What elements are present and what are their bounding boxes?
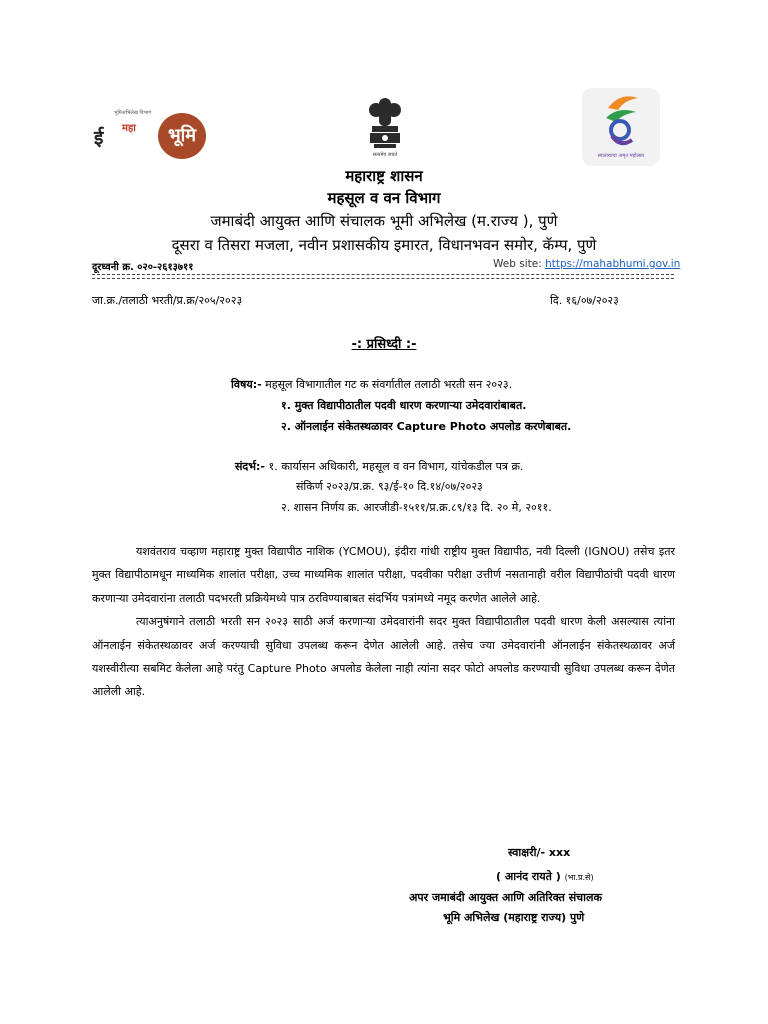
body-paragraph-2: त्याअनुषंगाने तलाठी भरती सन २०२३ साठी अर्ज करणाऱ्या उमेदवारांनी सदर मुक्त विद्यापीठातील पदवी धारण केली असल्यास त्यांना ऑनलाईन संकेतस्थळावर अर्ज करण्याची सुविधा उपलब्ध करून देणेत आलेली आहे. तसेच ज्या उमेदवारांनी ऑनलाईन संकेतस्थळावर अर्ज यशस्वीरीत्या सबमिट केलेला आहे परंतु Capture Photo अपलोड केलेला नाही त्यांना सदर फोटो अपलोड करण्याची सुविधा उपलब्ध करून देणेत आलेली आहे. xyxy=(92,615,675,699)
signatory-service: (भा.प्र.से) xyxy=(564,873,594,882)
emblem-caption: सत्यमेव जयते xyxy=(372,152,398,158)
signatory-name-line xyxy=(496,869,594,884)
logo-motto: स्वातंत्र्याचा अमृत महोत्सव xyxy=(597,153,645,159)
notice-body xyxy=(92,540,675,704)
reference-1-line-2: संकिर्ण २०२३/प्र.क्र. ९३/ई-१० दि.१४/०७/२०२३ xyxy=(296,480,483,493)
logo-prefix: ई xyxy=(94,127,104,149)
office-name: जमाबंदी आयुक्त आणि संचालक भूमी अभिलेख (म.राज्य ), पुणे xyxy=(210,212,558,230)
subject-point-1: १. मुक्त विद्यापीठातील पदवी धारण करणाऱ्या उमेदवारांबाबत. xyxy=(281,399,527,412)
government-name: महाराष्ट्र शासन xyxy=(345,167,423,185)
reference-2: २. शासन निर्णय क्र. आरजीडी-१५११/प्र.क्र.८९/१३ दि. २० मे, २०११. xyxy=(281,501,552,514)
header-divider xyxy=(92,274,674,275)
department-name: महसूल व वन विभाग xyxy=(327,189,441,207)
reference-label: संदर्भ:- xyxy=(235,460,265,473)
document-date: दि. १६/०७/२०२३ xyxy=(550,294,619,307)
signature-line: स्वाक्षरी/- xxx xyxy=(508,846,571,859)
notice-heading xyxy=(0,334,768,352)
subject-text: महसूल विभागातील गट क संवर्गातील तलाठी भरती सन २०२३. xyxy=(265,378,513,391)
reference-1-line-1: १. कार्यासन अधिकारी, महसूल व वन विभाग, यांचेकडील पत्र क्र. xyxy=(268,460,524,473)
office-address: दूसरा व तिसरा मजला, नवीन प्रशासकीय इमारत, विधानभवन समोर, कॅम्प, पुणे xyxy=(171,236,597,254)
website-label: Web site: xyxy=(493,258,542,270)
signatory-name: ( आनंद रायते ) xyxy=(496,870,561,883)
reference-number: जा.क्र./तलाठी भरती/प्र.क्र/२०५/२०२३ xyxy=(92,294,243,307)
azadi-amrit-mahotsav-logo xyxy=(582,88,660,166)
mahabhumi-logo xyxy=(92,110,217,160)
body-paragraph-1: यशवंतराव चव्हाण महाराष्ट्र मुक्त विद्यापीठ नाशिक (YCMOU), इंदीरा गांधी राष्ट्रीय मुक्त विद्यापीठ, नवी दिल्ली (IGNOU) तसेच इतर मुक्त विद्यापीठामधून माध्यमिक शालांत परीक्षा, उच्च माध्यमिक शालांत परीक्षा, पदवीका परीक्षा उत्तीर्ण नसतानाही वरील विद्यापीठांची पदवी धारण करणाऱ्या उमेदवारांना तलाठी पदभरती प्रक्रियेमध्ये पात्र ठरविण्याबाबत संदर्भिय पत्रांमध्ये नमूद करणेत आलेले आहे. xyxy=(92,545,675,605)
subject-line xyxy=(231,377,512,392)
logo-middle: महा xyxy=(122,123,136,134)
website-link[interactable]: https://mahabhumi.gov.in xyxy=(545,258,681,270)
phone-number: दूरध्वनी क्र. ०२०-२६१३७११ xyxy=(92,262,194,273)
logo-tagline: भूमिअभिलेख विभाग xyxy=(114,110,152,116)
subject-label: विषय:- xyxy=(231,378,262,391)
header-divider-second xyxy=(92,278,674,279)
notice-heading-text: -: प्रसिध्दी :- xyxy=(351,337,417,352)
reference-line-1 xyxy=(235,459,523,474)
subject-point-2: २. ऑनलाईन संकेतस्थळावर Capture Photo अपलोड करणेबाबत. xyxy=(281,420,572,433)
signatory-designation-1: अपर जमाबंदी आयुक्त आणि अतिरिक्त संचालक xyxy=(409,891,602,904)
signatory-designation-2: भूमि अभिलेख (महाराष्ट्र राज्य) पुणे xyxy=(443,911,585,924)
amrit-mahotsav-icon xyxy=(582,88,660,152)
logo-circle: भूमि xyxy=(158,113,206,159)
national-emblem-icon xyxy=(360,96,410,162)
website-line xyxy=(493,258,680,270)
